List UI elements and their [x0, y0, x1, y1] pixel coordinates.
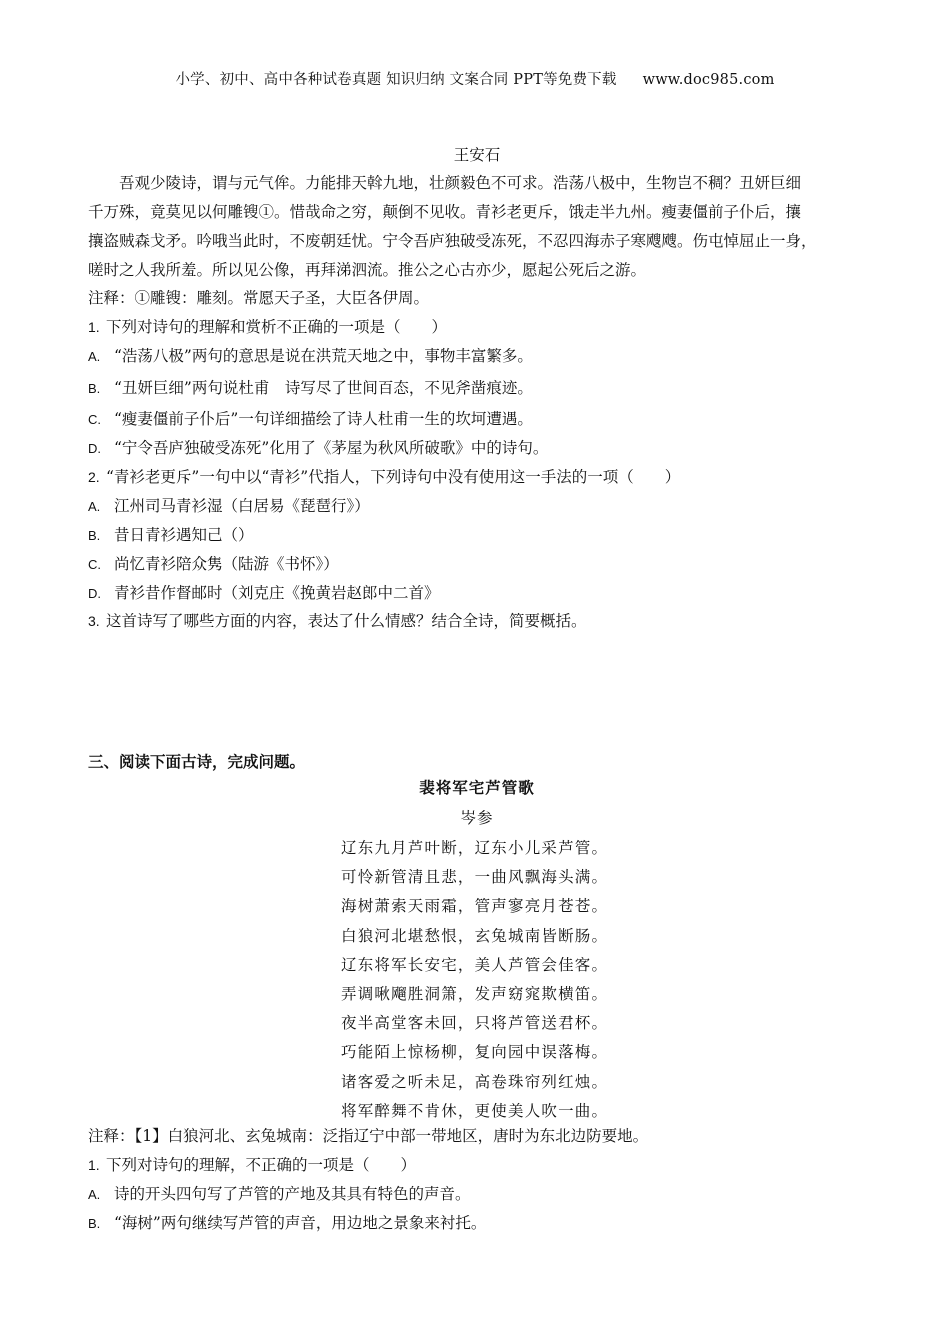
question-number: 1.: [88, 319, 100, 335]
poem-body: [341, 834, 608, 1126]
option-a[interactable]: [88, 494, 370, 516]
option-label: B.: [88, 1216, 101, 1231]
option-text: 江州司马青衫湿（白居易《琵琶行》）: [114, 497, 370, 515]
option-d[interactable]: [88, 436, 548, 458]
option-text: 青衫昔作督邮时（刘克庄《挽黄岩赵郎中二首》: [114, 584, 440, 602]
question-3: [88, 609, 587, 631]
option-label: B.: [88, 528, 101, 543]
option-text: 昔日青衫遇知己（）: [114, 526, 254, 544]
option-c[interactable]: [88, 552, 339, 574]
question-number: 2.: [88, 469, 100, 485]
poem-line: 海树萧索天雨霜，管声寥亮月苍苍。: [341, 897, 609, 916]
question-stem: “青衫老更斥”一句中以“青衫”代指人，下列诗句中没有使用这一手法的一项（ ）: [106, 468, 681, 486]
paragraph-line: 千万殊，竟莫见以何雕锼①。惜哉命之穷，颠倒不见收。青衫老更斥，饿走半九州。瘦妻僵前子仆后，攘: [88, 203, 802, 221]
option-label: D.: [88, 441, 101, 456]
poem-line: 白狼河北堪愁恨，玄兔城南皆断肠。: [341, 926, 609, 945]
question-stem: 下列对诗句的理解和赏析不正确的一项是（ ）: [106, 318, 448, 336]
annotation-note: 注释：①雕锼：雕刻。常愿天子圣，大臣各伊周。: [88, 289, 430, 307]
paragraph-line: 攘盗贼森戈矛。吟哦当此时，不废朝廷忧。宁令吾庐独破受冻死，不忍四海赤子寒飕飕。伤屯悼屈止一身，: [88, 232, 817, 250]
option-label: A.: [88, 349, 101, 364]
option-label: C.: [88, 557, 101, 572]
question-number: 3.: [88, 613, 100, 629]
poem-line: 可怜新管清且悲，一曲风飘海头满。: [341, 868, 609, 887]
poem-line: 诸客爱之听未足，高卷珠帘列红烛。: [341, 1072, 609, 1091]
poem-paragraph: [88, 169, 866, 285]
option-b[interactable]: [88, 1211, 486, 1233]
poem-line: 巧能陌上惊杨柳，复向园中误落梅。: [341, 1043, 609, 1062]
option-c[interactable]: [88, 407, 533, 429]
poem-line: 将军醉舞不肯休，更使美人吹一曲。: [341, 1101, 609, 1120]
option-a[interactable]: [88, 1182, 471, 1204]
option-text: “瘦妻僵前子仆后”一句详细描绘了诗人杜甫一生的坎坷遭遇。: [114, 410, 533, 428]
option-label: D.: [88, 586, 101, 601]
paragraph-line: 嗟时之人我所羞。所以见公像，再拜涕泗流。推公之心古亦少，愿起公死后之游。: [88, 261, 647, 279]
question-2: [88, 465, 680, 487]
option-label: A.: [88, 1187, 101, 1202]
question-1: [88, 1153, 416, 1175]
option-text: “浩荡八极”两句的意思是说在洪荒天地之中，事物丰富繁多。: [114, 347, 533, 365]
option-text: “海树”两句继续写芦管的声音，用边地之景象来衬托。: [114, 1214, 487, 1232]
paragraph-line: 吾观少陵诗，谓与元气侔。力能排天斡九地，壮颜毅色不可求。浩荡八极中，生物岂不稠？丑妍巨细: [119, 174, 802, 192]
header-text: 小学、初中、高中各种试卷真题 知识归纳 文案合同 PPT等免费下载: [175, 72, 617, 88]
option-text: 诗的开头四句写了芦管的产地及其具有特色的声音。: [114, 1185, 471, 1203]
option-label: B.: [88, 381, 101, 396]
question-1: [88, 315, 447, 337]
poem-title: 裴将军宅芦管歌: [419, 778, 535, 797]
question-number: 1.: [88, 1157, 100, 1173]
option-b[interactable]: [88, 523, 254, 545]
question-stem: 下列对诗句的理解，不正确的一项是（ ）: [106, 1156, 417, 1174]
option-text: 尚忆青衫陪众隽（陆游《书怀》）: [114, 555, 339, 573]
poem-line: 弄调啾飗胜洞箫，发声窈窕欺横笛。: [341, 985, 609, 1004]
option-d[interactable]: [88, 581, 440, 603]
annotation-note: 注释：【1】白狼河北、玄兔城南：泛指辽宁中部一带地区，唐时为东北边防要地。: [88, 1127, 649, 1145]
poem-author: 岑参: [460, 809, 494, 827]
option-label: A.: [88, 499, 101, 514]
poem-line: 辽东将军长安宅，美人芦管会佳客。: [341, 955, 609, 974]
option-a[interactable]: [88, 344, 533, 366]
poem-line: 辽东九月芦叶断，辽东小儿采芦管。: [341, 839, 609, 857]
poem-line: 夜半高堂客未回，只将芦管送君杯。: [341, 1014, 609, 1033]
option-label: C.: [88, 412, 101, 427]
header-url[interactable]: www.doc985.com: [642, 72, 775, 88]
option-b[interactable]: [88, 376, 533, 398]
page-header: [0, 68, 950, 89]
section-heading: 三、阅读下面古诗，完成问题。: [88, 752, 306, 771]
option-text: “丑妍巨细”两句说杜甫 诗写尽了世间百态，不见斧凿痕迹。: [114, 379, 533, 397]
poem-author-wang-anshi: 王安石: [453, 146, 501, 164]
option-text: “宁令吾庐独破受冻死”化用了《茅屋为秋风所破歌》中的诗句。: [114, 439, 549, 457]
question-stem: 这首诗写了哪些方面的内容，表达了什么情感？结合全诗，简要概括。: [106, 612, 587, 630]
